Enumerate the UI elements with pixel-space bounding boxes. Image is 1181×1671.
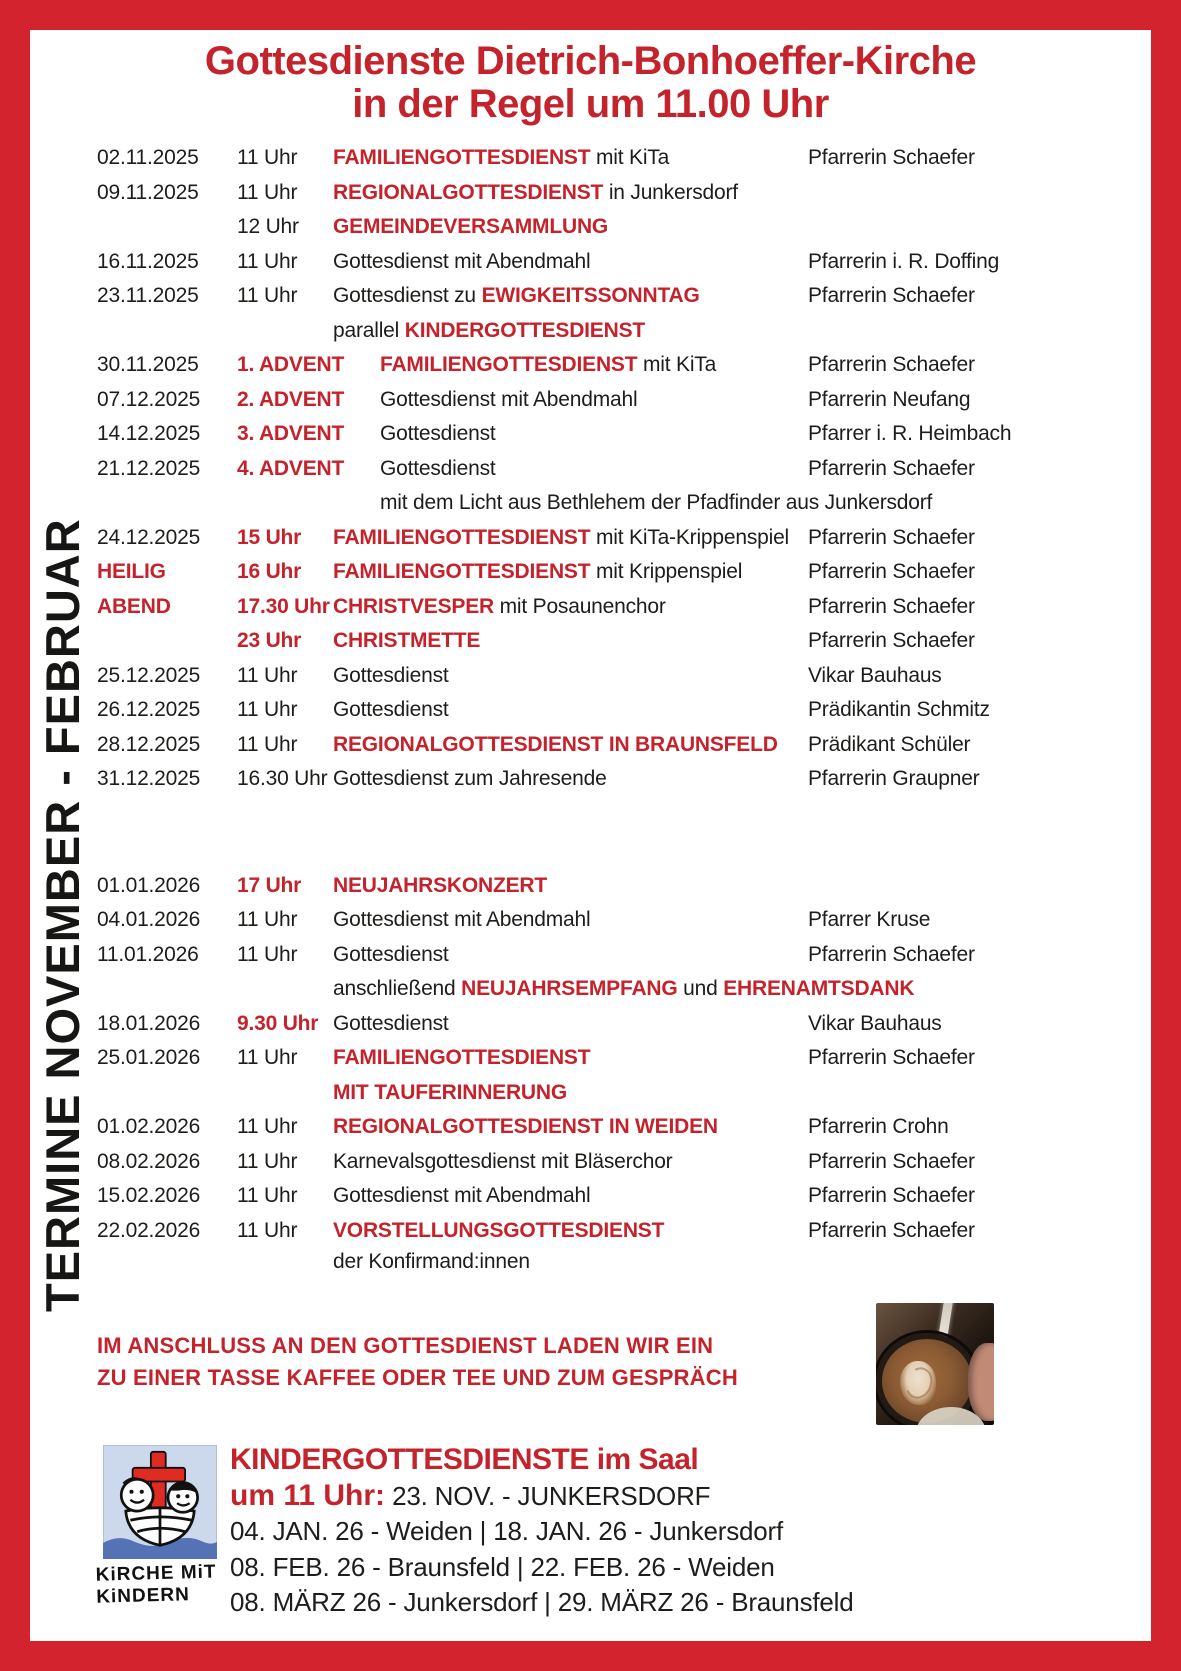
highlighted-text: REGIONALGOTTESDIENST IN BRAUNSFELD bbox=[333, 732, 778, 756]
plain-text: Gottesdienst bbox=[380, 422, 496, 445]
description-cell bbox=[333, 279, 808, 314]
time-cell: 16.30 Uhr bbox=[237, 767, 328, 790]
description-cell bbox=[333, 659, 808, 694]
kids-first-entry: 23. NOV. - JUNKERSDORF bbox=[385, 1481, 711, 1511]
pastor-cell: Pfarrerin Schaefer bbox=[808, 1149, 975, 1173]
description-cell bbox=[333, 1179, 808, 1214]
highlighted-text: FAMILIENGOTTESDIENST bbox=[380, 353, 638, 376]
schedule-row bbox=[97, 417, 1151, 452]
date-cell: HEILIG bbox=[97, 560, 166, 583]
schedule-row bbox=[97, 903, 1151, 938]
highlighted-text: REGIONALGOTTESDIENST bbox=[333, 180, 604, 204]
page-title-line2: in der Regel um 11.00 Uhr bbox=[352, 82, 829, 126]
page-title bbox=[30, 40, 1151, 126]
kids-first-line bbox=[230, 1478, 1150, 1514]
pastor-cell: Pfarrerin Schaefer bbox=[808, 1218, 975, 1242]
description-cell bbox=[333, 762, 808, 797]
plain-text: Gottesdienst bbox=[333, 663, 449, 687]
description-cell bbox=[333, 1076, 808, 1111]
time-cell: 11 Uhr bbox=[237, 1046, 298, 1069]
schedule-row bbox=[97, 938, 1151, 973]
plain-text: und bbox=[677, 977, 724, 1000]
date-cell: 30.11.2025 bbox=[97, 353, 199, 376]
pastor-cell: Pfarrerin Schaefer bbox=[808, 629, 975, 652]
description-cell bbox=[380, 348, 808, 383]
description-cell bbox=[333, 486, 932, 521]
plain-text: mit dem Licht aus Bethlehem der Pfadfinder aus Junkersdorf bbox=[380, 491, 933, 514]
coffee-invite bbox=[97, 1330, 857, 1394]
time-cell: 11 Uhr bbox=[237, 1218, 298, 1242]
description-cell bbox=[333, 624, 808, 659]
date-cell: 09.11.2025 bbox=[97, 180, 199, 204]
plain-text: anschließend bbox=[333, 977, 462, 1000]
schedule-row bbox=[97, 1145, 1151, 1180]
plain-text: mit KiTa bbox=[590, 146, 670, 169]
plain-text: Gottesdienst mit Abendmahl bbox=[380, 387, 638, 411]
pastor-cell: Vikar Bauhaus bbox=[808, 1011, 942, 1035]
description-cell bbox=[333, 1145, 808, 1180]
flyer-content bbox=[30, 30, 1151, 1641]
date-cell: 26.12.2025 bbox=[97, 698, 201, 721]
pastor-cell: Pfarrerin Schaefer bbox=[808, 284, 975, 307]
schedule-row bbox=[97, 624, 1151, 659]
kids-services-section bbox=[230, 1442, 1150, 1621]
plain-text: parallel bbox=[333, 318, 405, 342]
time-cell: 11 Uhr bbox=[237, 180, 298, 204]
highlighted-text: REGIONALGOTTESDIENST IN WEIDEN bbox=[333, 1115, 718, 1138]
highlighted-text: FAMILIENGOTTESDIENST bbox=[333, 1046, 591, 1069]
pastor-cell: Pfarrerin Schaefer bbox=[808, 942, 975, 966]
schedule-row bbox=[97, 141, 1151, 176]
schedule-row bbox=[97, 972, 1151, 1007]
time-cell: 4. ADVENT bbox=[237, 456, 345, 480]
schedule-row bbox=[97, 590, 1151, 625]
schedule-row bbox=[97, 210, 1151, 245]
highlighted-text: NEUJAHRSEMPFANG bbox=[461, 977, 678, 1000]
highlighted-text: CHRISTVESPER bbox=[333, 594, 494, 618]
kids-date-line: 08. MÄRZ 26 - Junkersdorf | 29. MÄRZ 26 - Braunsfeld bbox=[230, 1587, 854, 1617]
highlighted-text: EWIGKEITSSONNTAG bbox=[481, 284, 700, 307]
plain-text: mit KiTa bbox=[637, 353, 717, 376]
schedule-row bbox=[97, 728, 1151, 763]
description-cell bbox=[333, 1214, 808, 1277]
date-cell: 28.12.2025 bbox=[97, 732, 201, 756]
description-cell bbox=[333, 869, 808, 904]
kids-date-line: 08. FEB. 26 - Braunsfeld | 22. FEB. 26 - Weiden bbox=[230, 1551, 775, 1582]
highlighted-text: VORSTELLUNGSGOTTESDIENST bbox=[333, 1218, 665, 1242]
schedule-row bbox=[97, 1110, 1151, 1145]
date-cell: 24.12.2025 bbox=[97, 525, 201, 549]
schedule-row bbox=[97, 176, 1151, 211]
date-cell: 08.02.2026 bbox=[97, 1149, 201, 1173]
time-cell: 11 Uhr bbox=[237, 663, 298, 687]
schedule-row bbox=[97, 1041, 1151, 1076]
plain-text: Gottesdienst bbox=[380, 456, 496, 480]
coffee-invite-line2: ZU EINER TASSE KAFFEE ODER TEE UND ZUM GESPRÄCH bbox=[97, 1365, 738, 1390]
kids-services-heading: KINDERGOTTESDIENSTE im Saal bbox=[230, 1443, 699, 1476]
pastor-cell: Pfarrerin Schaefer bbox=[808, 353, 975, 376]
pastor-cell: Pfarrerin Graupner bbox=[808, 767, 980, 790]
pastor-cell: Pfarrerin Schaefer bbox=[808, 456, 975, 480]
schedule-row bbox=[97, 245, 1151, 280]
schedule-row bbox=[97, 659, 1151, 694]
plain-text: mit Krippenspiel bbox=[590, 560, 743, 583]
schedule-row bbox=[97, 1076, 1151, 1111]
description-cell bbox=[333, 1110, 808, 1145]
schedule-row bbox=[97, 452, 1151, 487]
kids-boat-logo-graphic bbox=[103, 1445, 217, 1559]
time-cell: 16 Uhr bbox=[237, 560, 302, 583]
date-cell: 15.02.2026 bbox=[97, 1184, 201, 1207]
time-cell: 11 Uhr bbox=[237, 249, 298, 273]
coffee-invite-line1: IM ANSCHLUSS AN DEN GOTTESDIENST LADEN WIR EIN bbox=[97, 1333, 714, 1358]
pastor-cell: Prädikantin Schmitz bbox=[808, 698, 990, 721]
description-cell bbox=[380, 417, 808, 452]
description-cell bbox=[333, 314, 808, 349]
highlighted-text: FAMILIENGOTTESDIENST bbox=[333, 525, 591, 549]
schedule-row bbox=[97, 486, 1151, 521]
page-title-line1: Gottesdienste Dietrich-Bonhoeffer-Kirche bbox=[204, 39, 977, 83]
plain-text: Gottesdienst mit Abendmahl bbox=[333, 908, 591, 931]
date-cell: 07.12.2025 bbox=[97, 387, 201, 411]
plain-text: der Konfirmand:innen bbox=[333, 1250, 530, 1273]
time-cell: 17 Uhr bbox=[237, 873, 302, 897]
description-cell bbox=[333, 728, 808, 763]
pastor-cell: Pfarrerin Schaefer bbox=[808, 1046, 975, 1069]
pastor-cell: Pfarrerin Schaefer bbox=[808, 525, 975, 549]
date-cell: 18.01.2026 bbox=[97, 1011, 201, 1035]
date-cell: 31.12.2025 bbox=[97, 767, 201, 790]
description-cell bbox=[380, 383, 808, 418]
time-cell: 3. ADVENT bbox=[237, 422, 345, 445]
schedule-row bbox=[97, 869, 1151, 904]
schedule-row bbox=[97, 314, 1151, 349]
time-cell: 11 Uhr bbox=[237, 908, 298, 931]
schedule-row bbox=[97, 521, 1151, 556]
schedule-table bbox=[97, 141, 1151, 1273]
description-cell bbox=[333, 903, 808, 938]
schedule-row bbox=[97, 1007, 1151, 1042]
description-cell bbox=[333, 1041, 808, 1076]
description-cell bbox=[333, 1007, 808, 1042]
time-cell: 11 Uhr bbox=[237, 284, 298, 307]
date-cell: 04.01.2026 bbox=[97, 908, 201, 931]
sidebar-vertical-label: TERMINE NOVEMBER - FEBRUAR bbox=[36, 518, 89, 1312]
time-cell: 11 Uhr bbox=[237, 698, 298, 721]
pastor-cell: Pfarrerin Schaefer bbox=[808, 1184, 975, 1207]
pastor-cell: Pfarrerin Schaefer bbox=[808, 146, 975, 169]
pastor-cell: Pfarrer Kruse bbox=[808, 908, 931, 931]
pastor-cell: Vikar Bauhaus bbox=[808, 663, 942, 687]
hand bbox=[968, 1343, 994, 1421]
highlighted-text: KINDERGOTTESDIENST bbox=[404, 318, 645, 342]
plain-text: mit Posaunenchor bbox=[493, 594, 666, 618]
time-cell: 11 Uhr bbox=[237, 1149, 298, 1173]
schedule-row bbox=[97, 1214, 1151, 1273]
time-cell: 11 Uhr bbox=[237, 1184, 298, 1207]
description-cell bbox=[333, 693, 808, 728]
date-cell: 16.11.2025 bbox=[97, 249, 199, 273]
kids-time-prefix: um 11 Uhr: bbox=[230, 1479, 386, 1512]
time-cell: 12 Uhr bbox=[237, 215, 299, 238]
logo-caption-line1: KiRCHE MiT bbox=[95, 1561, 217, 1586]
time-cell: 23 Uhr bbox=[237, 629, 302, 652]
schedule-row bbox=[97, 348, 1151, 383]
pastor-cell: Pfarrerin Schaefer bbox=[808, 594, 975, 618]
date-cell: 02.11.2025 bbox=[97, 146, 199, 169]
description-cell bbox=[333, 972, 914, 1007]
date-cell: ABEND bbox=[97, 594, 171, 618]
description-cell bbox=[333, 210, 808, 245]
logo-caption-line2: KiNDERN bbox=[96, 1584, 191, 1608]
schedule-row bbox=[97, 555, 1151, 590]
description-cell bbox=[333, 590, 808, 625]
schedule-row bbox=[97, 693, 1151, 728]
schedule-row bbox=[97, 383, 1151, 418]
description-cell bbox=[333, 141, 808, 176]
date-cell: 23.11.2025 bbox=[97, 284, 199, 307]
kids-date-line: 04. JAN. 26 - Weiden | 18. JAN. 26 - Junkersdorf bbox=[230, 1516, 784, 1546]
date-cell: 25.01.2026 bbox=[97, 1046, 201, 1069]
time-cell: 17.30 Uhr bbox=[237, 594, 330, 618]
pastor-cell: Pfarrerin Schaefer bbox=[808, 560, 975, 583]
pastor-cell: Pfarrerin Neufang bbox=[808, 387, 971, 411]
description-cell bbox=[333, 521, 808, 556]
coffee-photo bbox=[876, 1303, 994, 1425]
pastor-cell: Prädikant Schüler bbox=[808, 732, 971, 756]
highlighted-text: MIT TAUFERINNERUNG bbox=[333, 1080, 567, 1104]
description-second-line bbox=[333, 1248, 808, 1276]
time-cell: 11 Uhr bbox=[237, 942, 298, 966]
time-cell: 1. ADVENT bbox=[237, 353, 345, 376]
kirche-mit-kindern-logo bbox=[103, 1445, 217, 1559]
plain-text: Gottesdienst zu bbox=[333, 284, 482, 307]
highlighted-text: FAMILIENGOTTESDIENST bbox=[333, 560, 591, 583]
schedule-row bbox=[97, 1179, 1151, 1214]
description-cell bbox=[333, 245, 808, 280]
description-cell bbox=[333, 555, 808, 590]
plain-text: Gottesdienst bbox=[333, 1011, 449, 1035]
time-cell: 15 Uhr bbox=[237, 525, 302, 549]
date-cell: 01.01.2026 bbox=[97, 873, 201, 897]
description-cell bbox=[333, 176, 808, 211]
schedule-row bbox=[97, 762, 1151, 797]
pastor-cell: Pfarrerin Crohn bbox=[808, 1115, 949, 1138]
time-cell: 11 Uhr bbox=[237, 1115, 298, 1138]
plain-text: Gottesdienst zum Jahresende bbox=[333, 767, 607, 790]
highlighted-text: NEUJAHRSKONZERT bbox=[333, 873, 548, 897]
time-cell: 11 Uhr bbox=[237, 732, 298, 756]
plain-text: Gottesdienst mit Abendmahl bbox=[333, 249, 591, 273]
highlighted-text: FAMILIENGOTTESDIENST bbox=[333, 146, 591, 169]
date-cell: 01.02.2026 bbox=[97, 1115, 201, 1138]
pastor-cell: Pfarrer i. R. Heimbach bbox=[808, 422, 1012, 445]
plain-text: Gottesdienst bbox=[333, 698, 449, 721]
plain-text: in Junkersdorf bbox=[603, 180, 738, 204]
plain-text: Gottesdienst bbox=[333, 942, 449, 966]
pastor-cell: Pfarrerin i. R. Doffing bbox=[808, 249, 1000, 273]
schedule-row bbox=[97, 279, 1151, 314]
highlighted-text: EHRENAMTSDANK bbox=[723, 977, 915, 1000]
description-cell bbox=[380, 452, 808, 487]
highlighted-text: GEMEINDEVERSAMMLUNG bbox=[333, 215, 609, 238]
time-cell: 2. ADVENT bbox=[237, 387, 345, 411]
date-cell: 25.12.2025 bbox=[97, 663, 201, 687]
time-cell: 9.30 Uhr bbox=[237, 1011, 319, 1035]
date-cell: 11.01.2026 bbox=[97, 942, 199, 966]
date-cell: 21.12.2025 bbox=[97, 456, 201, 480]
date-cell: 14.12.2025 bbox=[97, 422, 201, 445]
time-cell: 11 Uhr bbox=[237, 146, 298, 169]
plain-text: mit KiTa-Krippenspiel bbox=[590, 525, 790, 549]
date-cell: 22.02.2026 bbox=[97, 1218, 201, 1242]
plain-text: Karnevalsgottesdienst mit Bläserchor bbox=[333, 1149, 673, 1173]
description-cell bbox=[333, 938, 808, 973]
highlighted-text: CHRISTMETTE bbox=[333, 629, 481, 652]
plain-text: Gottesdienst mit Abendmahl bbox=[333, 1184, 591, 1207]
logo-caption bbox=[95, 1561, 226, 1608]
